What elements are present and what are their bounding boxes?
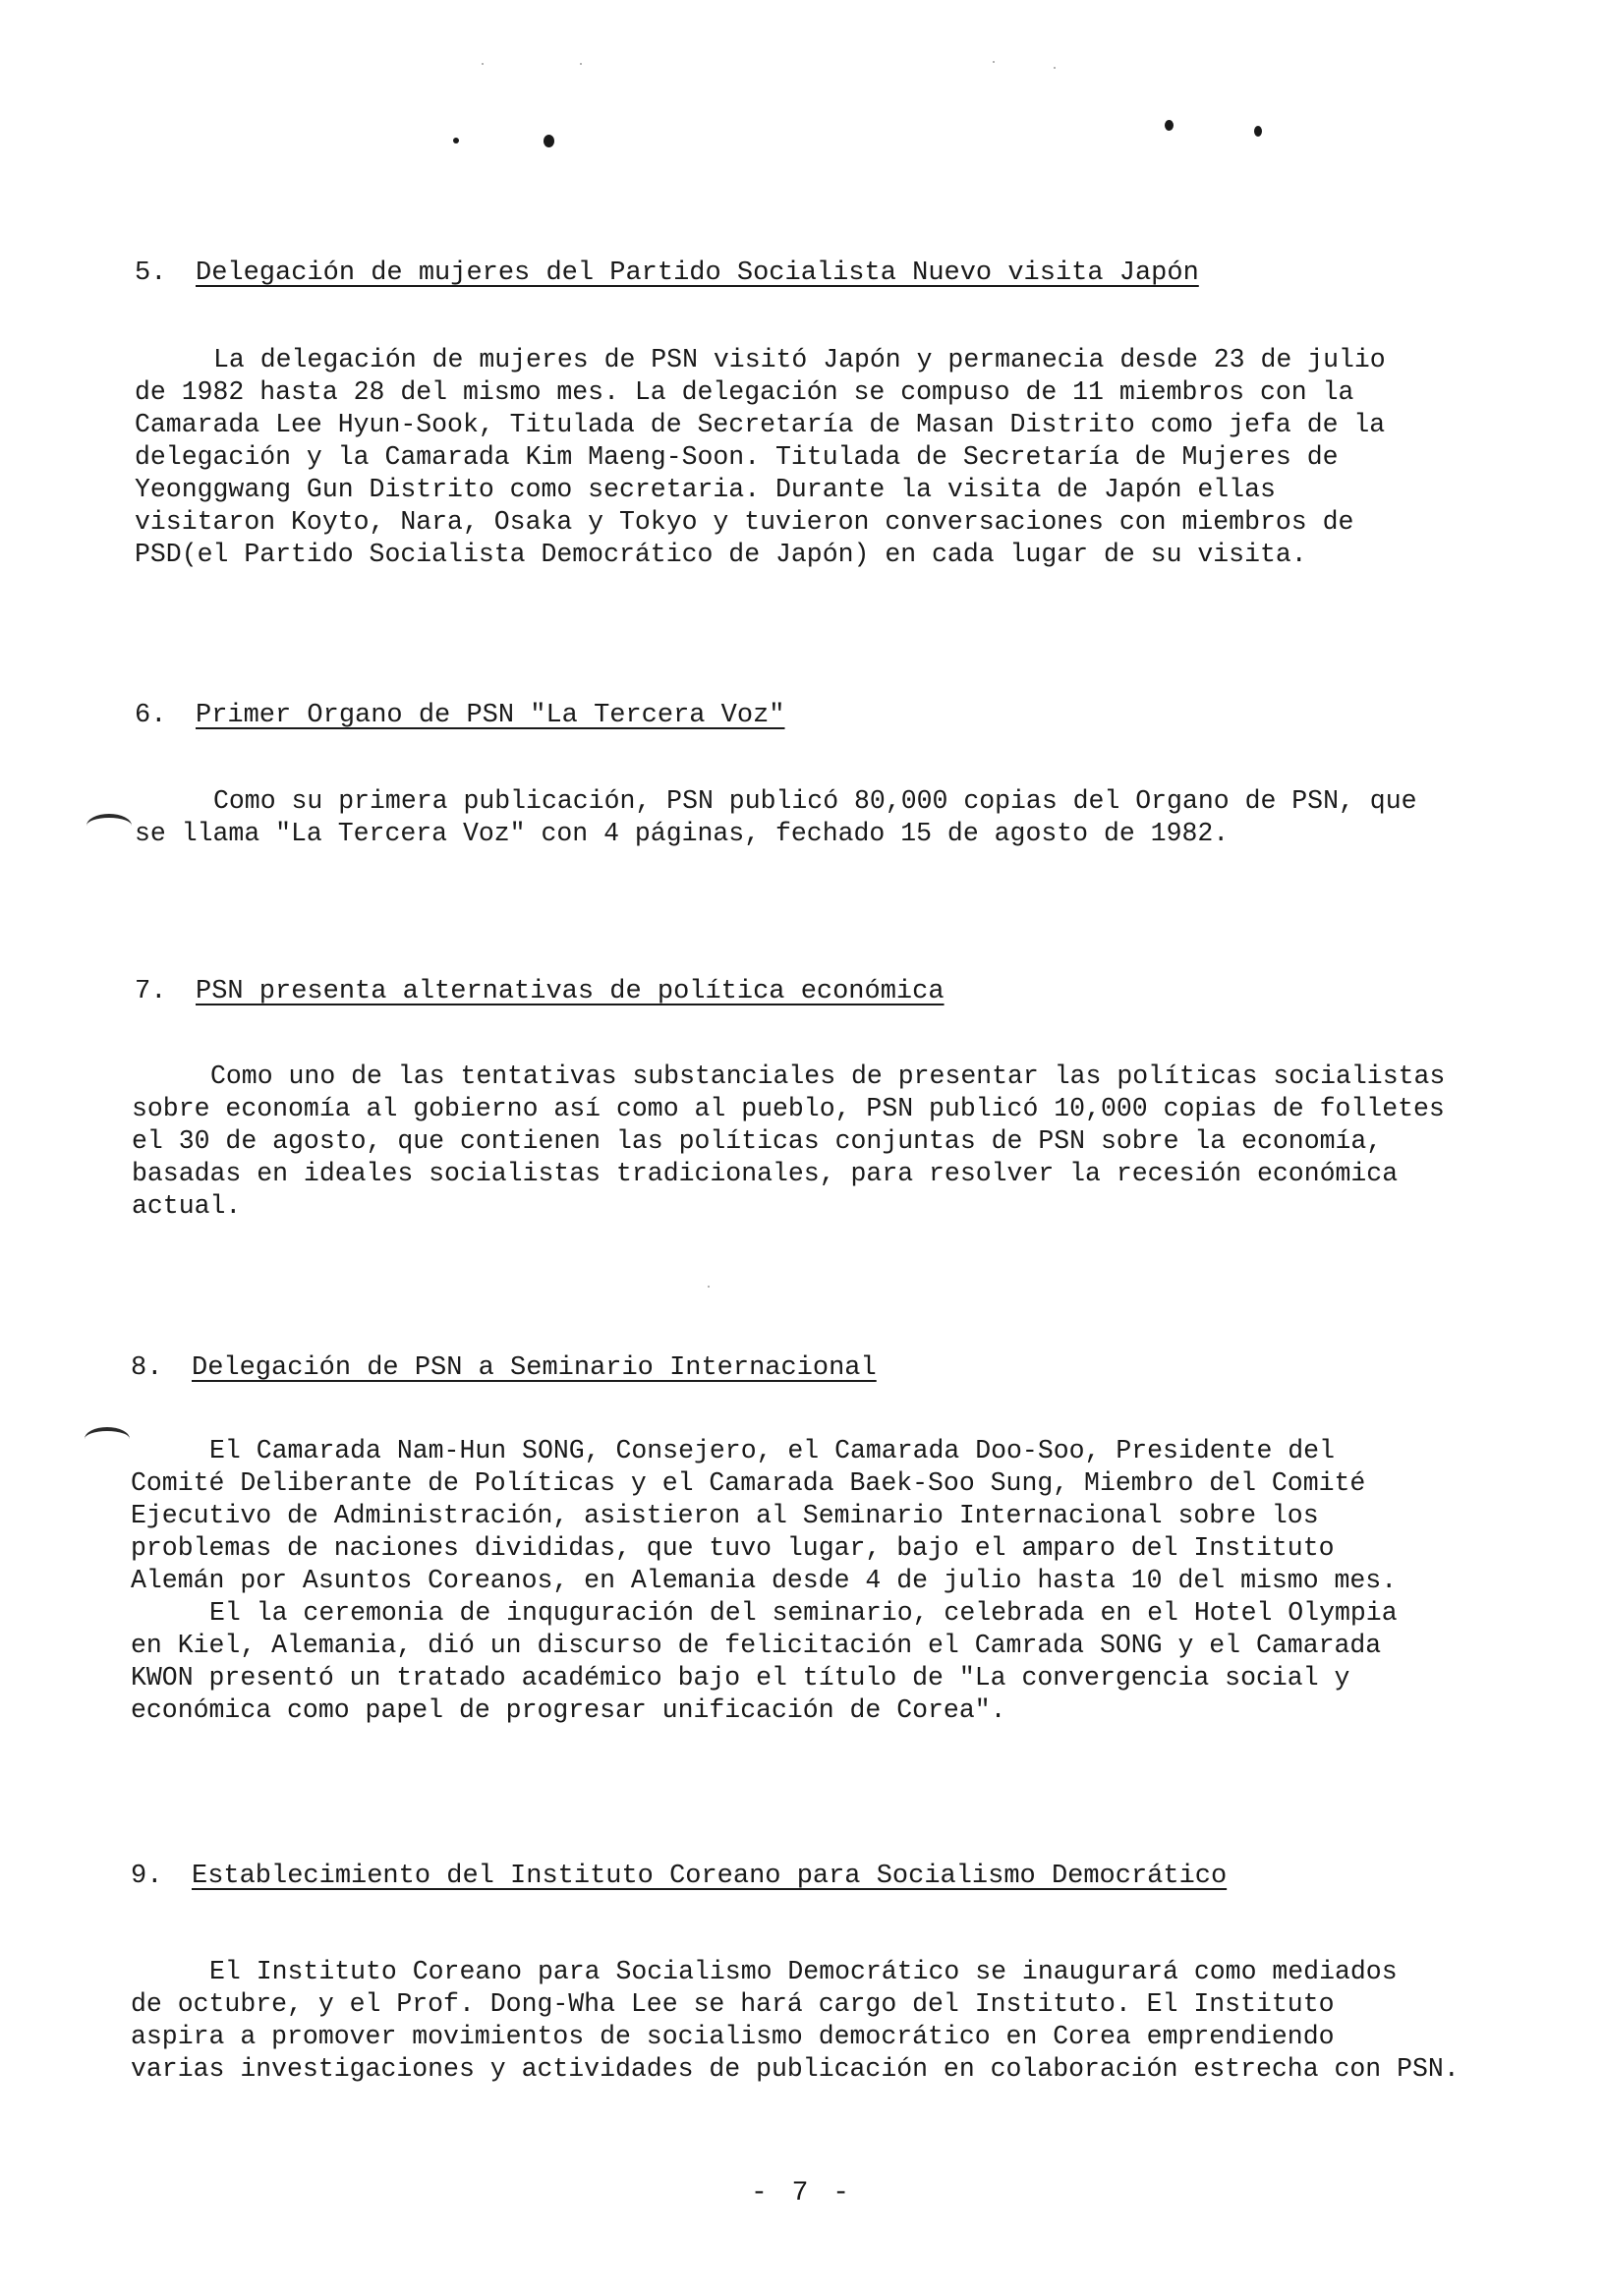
scan-mark <box>453 138 459 144</box>
paragraph-line: económica como papel de progresar unificación de Corea". <box>131 1695 1006 1725</box>
paragraph-line: Como uno de las tentativas substanciales de presentar las políticas socialistas <box>210 1062 1446 1091</box>
section-number: 9. <box>131 1862 163 1891</box>
section-heading <box>135 258 1199 289</box>
paragraph-line: El la ceremonia de inquguración del seminario, celebrada en el Hotel Olympia <box>209 1598 1398 1628</box>
section-title: Delegación de mujeres del Partido Socialista Nuevo visita Japón <box>196 258 1199 288</box>
paragraph-line: KWON presentó un tratado académico bajo el título de "La convergencia social y <box>131 1663 1350 1693</box>
section-number: 7. <box>135 977 167 1006</box>
paragraph-line: se llama "La Tercera Voz" con 4 páginas, fechado 15 de agosto de 1982. <box>135 819 1230 848</box>
paragraph-line: actual. <box>132 1191 242 1221</box>
paragraph-line: en Kiel, Alemania, dió un discurso de felicitación el Camrada SONG y el Camarada <box>131 1631 1382 1660</box>
paragraph-line: Yeonggwang Gun Distrito como secretaria. Durante la visita de Japón ellas <box>135 475 1276 504</box>
section-title: Primer Organo de PSN "La Tercera Voz" <box>196 701 785 730</box>
paragraph-line: basadas en ideales socialistas tradicionales, para resolver la recesión económica <box>132 1159 1399 1188</box>
page-number: - 7 - <box>750 2178 853 2209</box>
section-paragraph <box>135 344 1386 571</box>
paragraph-line: de octubre, y el Prof. Dong-Wha Lee se hará cargo del Instituto. El Instituto <box>131 1989 1335 2019</box>
section-title: PSN presenta alternativas de política económica <box>196 977 945 1006</box>
paragraph-line: PSD(el Partido Socialista Democrático de Japón) en cada lugar de su visita. <box>135 540 1307 569</box>
paragraph-line: Camarada Lee Hyun-Sook, Titulada de Secretaría de Masan Distrito como jefa de la <box>135 410 1386 439</box>
section-paragraph <box>135 785 1417 850</box>
section-heading <box>131 1861 1227 1892</box>
paragraph-line: visitaron Koyto, Nara, Osaka y Tokyo y tuvieron conversaciones con miembros de <box>135 507 1354 537</box>
paragraph-line: Alemán por Asuntos Coreanos, en Alemania desde 4 de julio hasta 10 del mismo mes. <box>131 1566 1398 1595</box>
paragraph-line: problemas de naciones divididas, que tuvo lugar, bajo el amparo del Instituto <box>131 1533 1335 1563</box>
paragraph-line: Ejecutivo de Administración, asistieron al Seminario Internacional sobre los <box>131 1501 1319 1530</box>
scan-mark <box>1165 120 1174 131</box>
scan-speck <box>708 1286 710 1288</box>
paragraph-line: delegación y la Camarada Kim Maeng-Soon. Titulada de Secretaría de Mujeres de <box>135 442 1339 472</box>
margin-mark <box>85 1427 130 1451</box>
section-title: Establecimiento del Instituto Coreano para Socialismo Democrático <box>192 1862 1228 1891</box>
section-paragraph <box>131 1956 1460 2086</box>
paragraph-line: El Instituto Coreano para Socialismo Democrático se inaugurará como mediados <box>209 1957 1398 1986</box>
section-paragraph <box>131 1435 1398 1727</box>
paragraph-line: el 30 de agosto, que contienen las políticas conjuntas de PSN sobre la economía, <box>132 1126 1383 1156</box>
scan-speck <box>580 63 582 65</box>
scan-speck <box>1054 67 1056 69</box>
section-heading <box>135 700 785 731</box>
paragraph-line: aspira a promover movimientos de socialismo democrático en Corea emprendiendo <box>131 2022 1335 2051</box>
paragraph-line: Como su primera publicación, PSN publicó 80,000 copias del Organo de PSN, que <box>213 786 1417 816</box>
section-title: Delegación de PSN a Seminario Internacional <box>192 1353 877 1383</box>
section-paragraph <box>132 1061 1445 1223</box>
paragraph-line: El Camarada Nam-Hun SONG, Consejero, el Camarada Doo-Soo, Presidente del <box>209 1436 1335 1465</box>
section-number: 6. <box>135 701 167 730</box>
scan-mark <box>544 135 554 147</box>
scan-speck <box>993 61 995 63</box>
margin-mark <box>86 814 132 837</box>
paragraph-line: sobre economía al gobierno así como al pueblo, PSN publicó 10,000 copias de folletes <box>132 1094 1445 1123</box>
paragraph-line: La delegación de mujeres de PSN visitó Japón y permanecia desde 23 de julio <box>213 345 1386 374</box>
section-number: 5. <box>135 258 167 288</box>
section-number: 8. <box>131 1353 163 1383</box>
paragraph-line: Comité Deliberante de Políticas y el Camarada Baek-Soo Sung, Miembro del Comité <box>131 1468 1366 1498</box>
section-heading <box>131 1352 877 1384</box>
section-heading <box>135 976 945 1007</box>
paragraph-line: varias investigaciones y actividades de publicación en colaboración estrecha con PSN. <box>131 2054 1460 2084</box>
paragraph-line: de 1982 hasta 28 del mismo mes. La delegación se compuso de 11 miembros con la <box>135 377 1354 407</box>
scan-speck <box>482 63 484 65</box>
scan-mark <box>1254 126 1262 137</box>
